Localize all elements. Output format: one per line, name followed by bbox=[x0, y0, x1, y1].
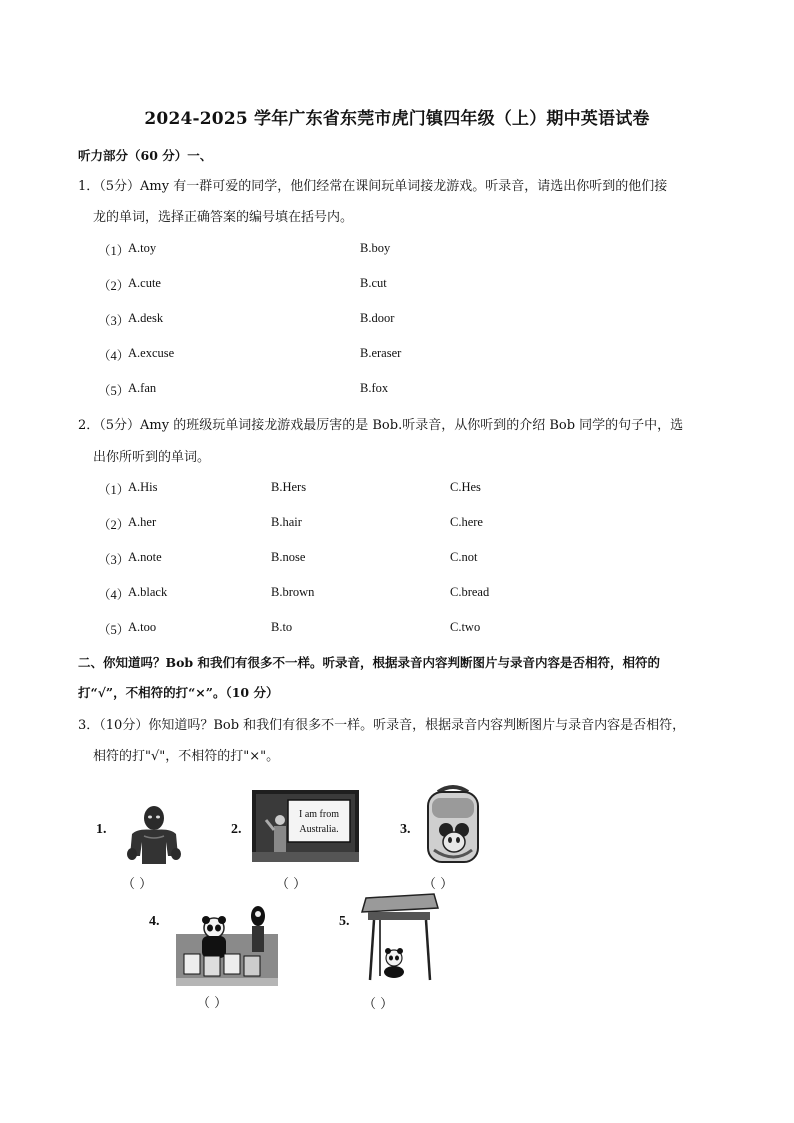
picture-3-number: 3. bbox=[400, 822, 411, 837]
boy-photo-icon bbox=[118, 804, 190, 864]
q1-item-4-number: （4） bbox=[98, 349, 130, 363]
q2-item-5-number: （5） bbox=[98, 623, 130, 637]
q2-item-4-number: （4） bbox=[98, 588, 130, 602]
q2-item-3-number: （3） bbox=[98, 553, 130, 567]
picture-3-answer-blank[interactable]: （ ） bbox=[423, 877, 454, 892]
q2-item-5-option-b: B.to bbox=[271, 620, 293, 634]
q1-item-4-option-b: B.eraser bbox=[360, 346, 402, 360]
q1-stem-line2: 龙的单词，选择正确答案的编号填在括号内。 bbox=[93, 210, 354, 225]
q2-item-4-option-b: B.brown bbox=[271, 585, 315, 599]
q1-item-3-option-a: A.desk bbox=[128, 311, 164, 325]
q2-stem-line2: 出你所听到的单词。 bbox=[93, 450, 211, 465]
q2-item-2-option-b: B.hair bbox=[271, 515, 302, 529]
q1-item-1-option-b: B.boy bbox=[360, 241, 391, 255]
section-two-heading-line1: 二、你知道吗？Bob 和我们有很多不一样。听录音，根据录音内容判断图片与录音内容是否相符，相符的 bbox=[78, 655, 660, 670]
picture-5-answer-blank[interactable]: （ ） bbox=[363, 997, 394, 1012]
q1-item-3-number: （3） bbox=[98, 314, 130, 328]
q2-item-1-option-b: B.Hers bbox=[271, 480, 307, 494]
q2-item-2-number: （2） bbox=[98, 518, 130, 532]
q2-item-5-option-a: A.too bbox=[128, 620, 157, 634]
picture-5-number: 5. bbox=[339, 914, 350, 929]
picture-4-number: 4. bbox=[149, 914, 160, 929]
section-two-heading-line2: 打“√”，不相符的打“×”。（10 分） bbox=[78, 685, 279, 700]
q1-item-3-option-b: B.door bbox=[360, 311, 395, 325]
q1-item-2-option-b: B.cut bbox=[360, 276, 387, 290]
q2-item-2-option-a: A.her bbox=[128, 515, 157, 529]
picture-1-answer-blank[interactable]: （ ） bbox=[122, 877, 153, 892]
q2-item-2-option-c: C.here bbox=[450, 515, 483, 529]
exam-title: 2024-2025 学年广东省东莞市虎门镇四年级（上）期中英语试卷 bbox=[144, 109, 650, 129]
q1-item-4-option-a: A.excuse bbox=[128, 346, 175, 360]
panda-table-photo-icon bbox=[176, 904, 278, 986]
picture-1-number: 1. bbox=[96, 822, 107, 837]
q1-item-2-number: （2） bbox=[98, 279, 130, 293]
q1-item-5-option-b: B.fox bbox=[360, 381, 389, 395]
q3-stem-line2: 相符的打"√"，不相符的打"×"。 bbox=[93, 749, 280, 764]
q1-stem-line1: 1．（5分）Amy 有一群可爱的同学，他们经常在课间玩单词接龙游戏。听录音，请选出你听到的他们接 bbox=[78, 179, 668, 194]
q2-item-1-option-a: A.His bbox=[128, 480, 158, 494]
q1-item-5-option-a: A.fan bbox=[128, 381, 157, 395]
q2-item-1-option-c: C.Hes bbox=[450, 480, 481, 494]
q2-item-3-option-c: C.not bbox=[450, 550, 478, 564]
q2-stem-line1: 2．（5分）Amy 的班级玩单词接龙游戏最厉害的是 Bob.听录音，从你听到的介绍 Bob 同学的句子中，选 bbox=[78, 418, 684, 433]
picture-2-number: 2. bbox=[231, 822, 242, 837]
q1-item-2-option-a: A.cute bbox=[128, 276, 161, 290]
q2-item-3-option-b: B.nose bbox=[271, 550, 306, 564]
blackboard-photo-icon bbox=[252, 790, 359, 862]
q3-stem-line1: 3．（10分）你知道吗？Bob 和我们有很多不一样。听录音，根据录音内容判断图片与录音内容是否相符， bbox=[78, 718, 686, 733]
q2-item-3-option-a: A.note bbox=[128, 550, 162, 564]
desk-panda-photo-icon bbox=[358, 892, 442, 984]
picture-2-answer-blank[interactable]: （ ） bbox=[276, 877, 307, 892]
section-listening-heading: 听力部分（60 分）一、 bbox=[78, 148, 213, 163]
q1-item-5-number: （5） bbox=[98, 384, 130, 398]
backpack-photo-icon bbox=[420, 784, 486, 866]
blackboard-text-line2: Australia. bbox=[299, 824, 339, 835]
blackboard-text-line1: I am from bbox=[299, 809, 339, 820]
q2-item-4-option-c: C.bread bbox=[450, 585, 490, 599]
picture-4-answer-blank[interactable]: （ ） bbox=[197, 996, 228, 1011]
q1-item-1-option-a: A.toy bbox=[128, 241, 157, 255]
q2-item-4-option-a: A.black bbox=[128, 585, 168, 599]
q1-item-1-number: （1） bbox=[98, 244, 130, 258]
q2-item-5-option-c: C.two bbox=[450, 620, 481, 634]
q2-item-1-number: （1） bbox=[98, 483, 130, 497]
